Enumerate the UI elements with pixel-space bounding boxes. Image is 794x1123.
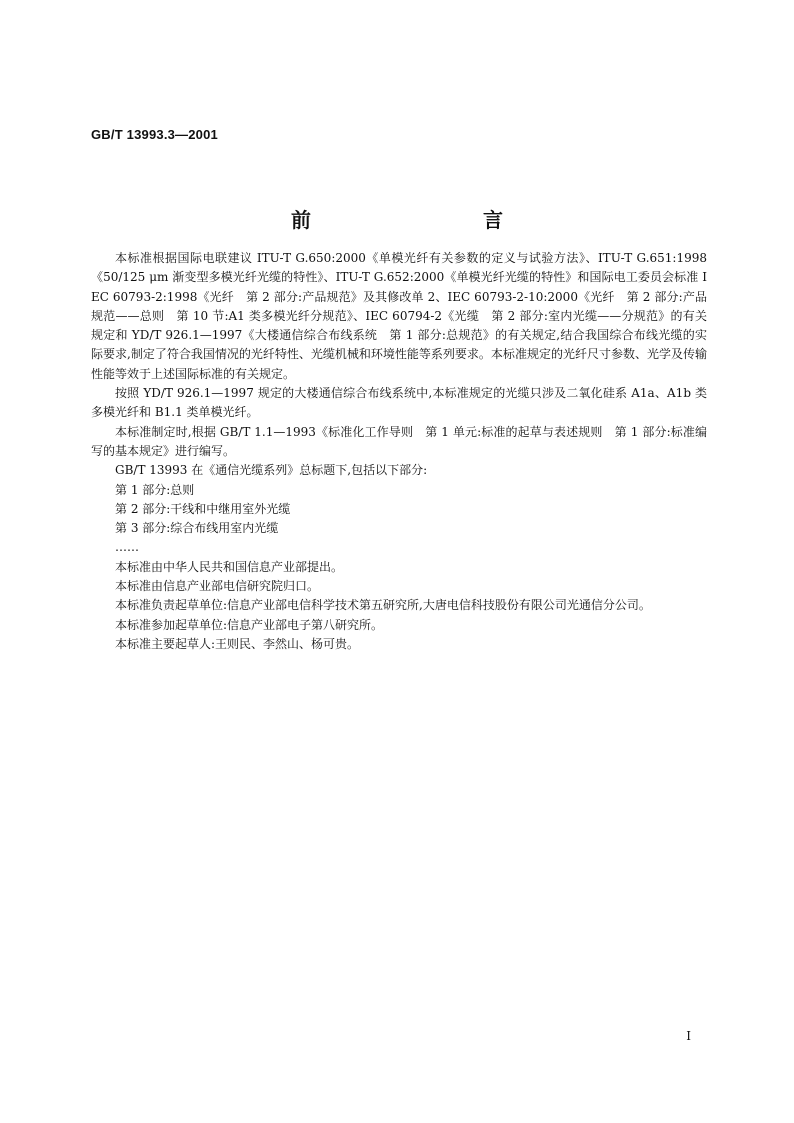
paragraph-proposer: 本标准由中华人民共和国信息产业部提出。 — [115, 559, 344, 574]
standard-code: GB/T 13993.3—2001 — [91, 127, 218, 142]
page-number: I — [686, 1029, 691, 1043]
list-ellipsis: …… — [115, 540, 139, 555]
paragraph-lead-drafter: 本标准负责起草单位:信息产业部电信科学技术第五研究所,大唐电信科技股份有限公司光通信分公司。 — [115, 598, 651, 613]
paragraph-fiber-types: 按照 YD/T 926.1—1997 规定的大楼通信综合布线系统中,本标准规定的光缆只涉及二氧化硅系 A1a、A1b 类多模光纤和 B1.1 类单模光纤。 — [91, 386, 707, 420]
paragraph-administrator: 本标准由信息产业部电信研究院归口。 — [115, 579, 320, 594]
list-item-part-3: 第 3 部分:综合布线用室内光缆 — [115, 521, 279, 536]
list-item-part-1: 第 1 部分:总则 — [115, 482, 195, 497]
paragraph-drafting-rules: 本标准制定时,根据 GB/T 1.1—1993《标准化工作导则 第 1 单元:标准的起草与表述规则 第 1 部分:标准编写的基本规定》进行编写。 — [91, 424, 707, 458]
paragraph-series-intro: GB/T 13993 在《通信光缆系列》总标题下,包括以下部分: — [115, 463, 428, 478]
paragraph-basis: 本标准根据国际电联建议 ITU-T G.650:2000《单模光纤有关参数的定义与试验方法》、ITU-T G.651:1998《50/125 μm 渐变型多模光纤光缆的特性》、ITU-T G.652:2000《单模光纤光缆的特性》和国际电工委员会标准 IEC 60793-2:1998《光纤 第 2 部分:产品规范》及其修改单 2、IEC 60793-2-10:2000《光纤 第 2 部分:产品规范——总则 第 10 节:A1 类多模光纤分规范》、IEC 60794-2《光缆 第 2 部分:室内光缆——分规范》的有关规定和 YD/T 926.1—1997《大楼通信综合布线系统 第 1 部分:总规范》的有关规定,结合我国综合布线光缆的实际要求,制定了符合我国情况的光纤特性、光缆机械和环境性能等系列要求。本标准规定的光纤尺寸参数、光学及传输性能等效于上述国际标准的有关规定。 — [91, 251, 707, 381]
list-item-part-2: 第 2 部分:干线和中继用室外光缆 — [115, 501, 291, 516]
body-text — [91, 249, 707, 654]
paragraph-participating-drafter: 本标准参加起草单位:信息产业部电子第八研究所。 — [115, 617, 384, 632]
paragraph-main-drafters: 本标准主要起草人:王则民、李然山、杨可贵。 — [115, 636, 360, 651]
page-title: 前 言 — [291, 208, 547, 232]
